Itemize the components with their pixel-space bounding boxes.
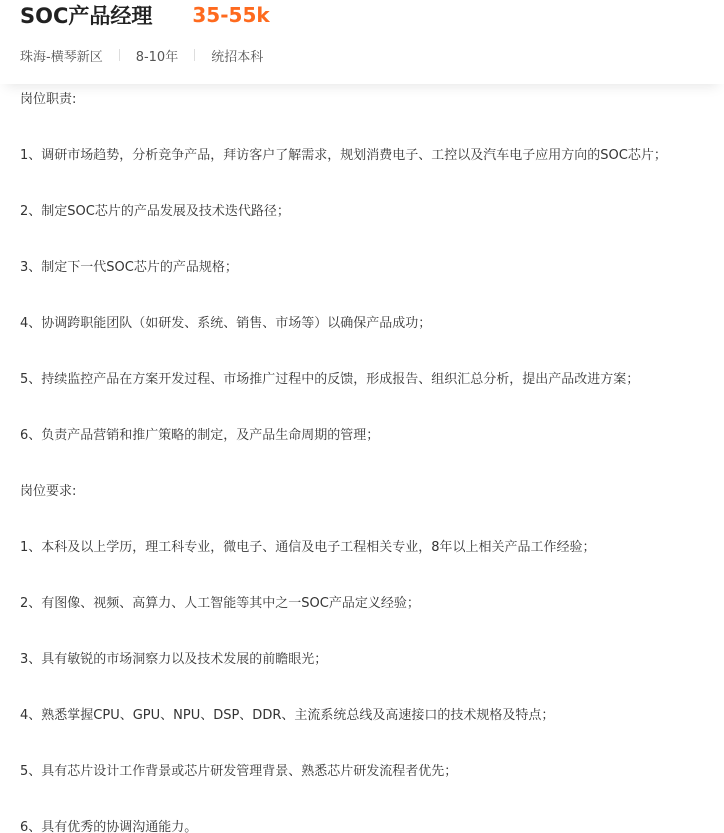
- salary: 35-55k: [192, 3, 270, 27]
- job-header: [0, 0, 724, 84]
- requirement-item: 6、具有优秀的协调沟通能力。: [20, 820, 198, 833]
- responsibility-item: 3、制定下一代SOC芯片的产品规格；: [20, 260, 238, 275]
- requirements-heading: 岗位要求:: [20, 484, 77, 499]
- job-location: 珠海-横琴新区: [20, 49, 103, 65]
- responsibility-item: 6、负责产品营销和推广策略的制定，及产品生命周期的管理；: [20, 428, 380, 443]
- job-title: SOC产品经理: [20, 4, 153, 28]
- requirement-item: 3、具有敏锐的市场洞察力以及技术发展的前瞻眼光；: [20, 652, 328, 667]
- requirement-item: 1、本科及以上学历，理工科专业，微电子、通信及电子工程相关专业，8年以上相关产品工作经验；: [20, 540, 596, 555]
- job-description: [20, 89, 720, 833]
- requirement-item: 5、具有芯片设计工作背景或芯片研发管理背景、熟悉芯片研发流程者优先；: [20, 764, 458, 779]
- job-experience: 8-10年: [135, 49, 179, 65]
- responsibility-item: 2、制定SOC芯片的产品发展及技术迭代路径；: [20, 204, 290, 219]
- responsibility-item: 4、协调跨职能团队（如研发、系统、销售、市场等）以确保产品成功；: [20, 316, 432, 331]
- job-meta: [20, 44, 263, 66]
- title-row: [20, 0, 270, 30]
- responsibility-item: 1、调研市场趋势，分析竞争产品，拜访客户了解需求，规划消费电子、工控以及汽车电子应用方向的SOC芯片；: [20, 148, 667, 163]
- job-education: 统招本科: [211, 49, 264, 65]
- requirement-item: 2、有图像、视频、高算力、人工智能等其中之一SOC产品定义经验；: [20, 596, 420, 611]
- meta-divider: [119, 49, 120, 61]
- responsibility-item: 5、持续监控产品在方案开发过程、市场推广过程中的反馈，形成报告、组织汇总分析，提出产品改进方案；: [20, 372, 640, 387]
- meta-divider: [194, 49, 195, 61]
- responsibilities-heading: 岗位职责:: [20, 92, 77, 107]
- requirement-item: 4、熟悉掌握CPU、GPU、NPU、DSP、DDR、主流系统总线及高速接口的技术规格及特点；: [20, 708, 555, 723]
